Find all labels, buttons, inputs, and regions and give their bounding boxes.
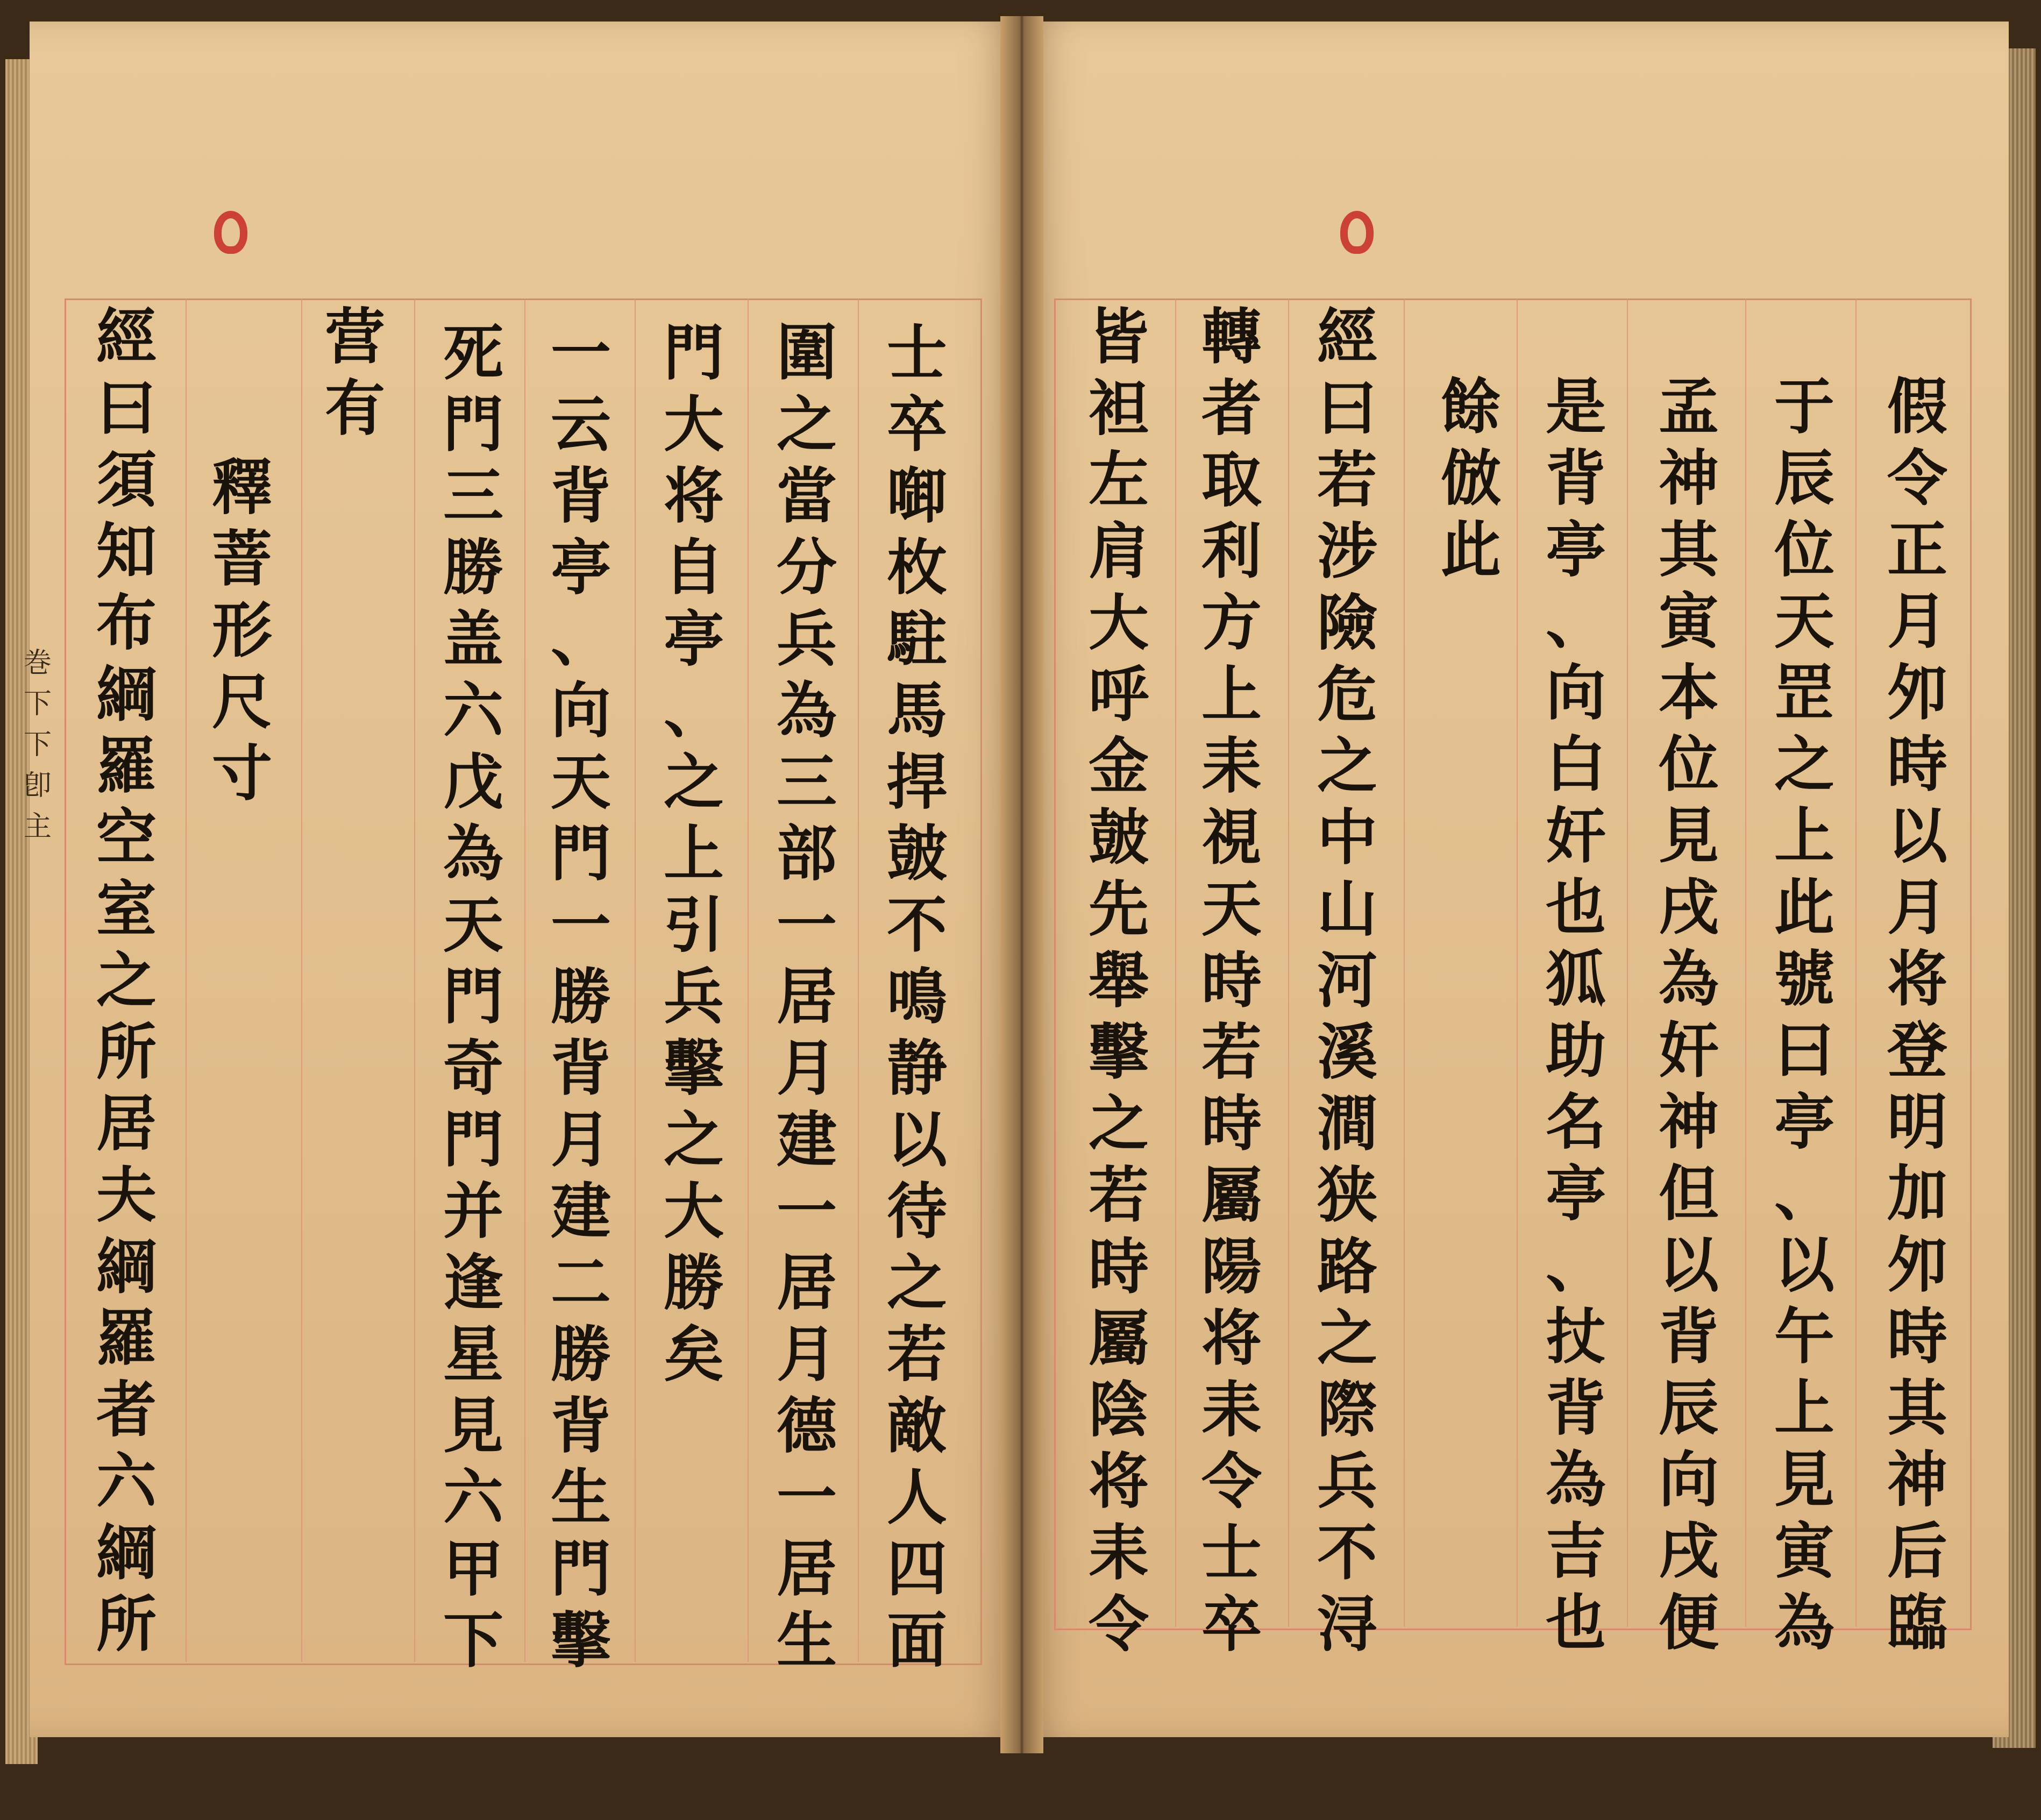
character: 令 bbox=[1089, 1589, 1149, 1660]
character: 轉 bbox=[1201, 302, 1262, 372]
character: 下 bbox=[443, 1605, 503, 1676]
column-rule bbox=[1855, 298, 1857, 1627]
column-rule bbox=[1404, 298, 1405, 1627]
character: 肩 bbox=[1089, 516, 1149, 587]
character: 此 bbox=[1441, 515, 1501, 585]
character: 擊 bbox=[664, 1033, 724, 1104]
text-column bbox=[1191, 301, 1272, 1660]
character: 擊 bbox=[1089, 1017, 1149, 1087]
character: 向 bbox=[551, 676, 611, 746]
character: 時 bbox=[1201, 1089, 1262, 1159]
column-rule bbox=[1517, 298, 1518, 1627]
character: 假 bbox=[1887, 372, 1947, 442]
character: 位 bbox=[1659, 729, 1719, 800]
character: 便 bbox=[1659, 1588, 1719, 1658]
text-column bbox=[1764, 371, 1845, 1659]
character: 枚 bbox=[887, 532, 947, 603]
character: 所 bbox=[96, 1017, 157, 1087]
character: 寸 bbox=[212, 738, 272, 809]
character: 天 bbox=[443, 890, 503, 961]
character: 門 bbox=[443, 389, 503, 460]
margin-character: 下 bbox=[23, 729, 52, 761]
character: 上 bbox=[1774, 1373, 1834, 1444]
character: 狐 bbox=[1546, 944, 1606, 1014]
character: 啣 bbox=[887, 461, 947, 531]
text-column bbox=[315, 301, 395, 444]
character: 自 bbox=[664, 532, 724, 603]
character: 陰 bbox=[1089, 1375, 1149, 1445]
character: 二 bbox=[551, 1248, 611, 1318]
character: 戊 bbox=[443, 747, 503, 817]
character: 視 bbox=[1201, 802, 1262, 873]
character: 本 bbox=[1659, 658, 1719, 728]
character: 之 bbox=[777, 389, 837, 460]
character: 分 bbox=[777, 532, 837, 603]
character: 云 bbox=[551, 389, 611, 460]
character: 建 bbox=[777, 1105, 837, 1175]
character: 辰 bbox=[1659, 1373, 1719, 1444]
character: 面 bbox=[887, 1605, 947, 1676]
character: 亭 bbox=[664, 604, 724, 674]
character: 澗 bbox=[1317, 1089, 1377, 1159]
margin-label bbox=[22, 643, 54, 847]
character: 中 bbox=[1317, 802, 1377, 873]
text-column bbox=[653, 317, 734, 1390]
character: 曰 bbox=[1774, 1015, 1834, 1086]
character: 時 bbox=[1887, 1302, 1947, 1372]
character: 勝 bbox=[551, 1319, 611, 1390]
character: 大 bbox=[1089, 588, 1149, 658]
character: 時 bbox=[1887, 729, 1947, 800]
character: 羅 bbox=[96, 1303, 157, 1374]
character: 将 bbox=[1201, 1303, 1262, 1374]
column-rule bbox=[414, 298, 415, 1662]
character: 皷 bbox=[1089, 802, 1149, 873]
character: 将 bbox=[1089, 1446, 1149, 1517]
character: 鳴 bbox=[887, 962, 947, 1032]
character: 室 bbox=[96, 874, 157, 944]
character: 馬 bbox=[887, 676, 947, 746]
character: 經 bbox=[96, 302, 157, 372]
character: 綱 bbox=[96, 659, 157, 730]
character: 為 bbox=[443, 819, 503, 889]
character: 先 bbox=[1089, 874, 1149, 944]
character: 敵 bbox=[887, 1391, 947, 1461]
text-column bbox=[1078, 301, 1159, 1660]
character: 死 bbox=[443, 318, 503, 388]
character: 居 bbox=[777, 962, 837, 1032]
character: 、 bbox=[1774, 1158, 1834, 1229]
character: 倣 bbox=[1441, 443, 1501, 514]
character: 形 bbox=[212, 595, 272, 666]
character: 綱 bbox=[96, 1518, 157, 1588]
character: 将 bbox=[664, 461, 724, 531]
character: 門 bbox=[443, 1105, 503, 1175]
character: 見 bbox=[1774, 1445, 1834, 1515]
character: 空 bbox=[96, 802, 157, 873]
character: 尺 bbox=[212, 667, 272, 737]
character: 生 bbox=[777, 1605, 837, 1676]
character: 上 bbox=[664, 819, 724, 889]
character: 萻 bbox=[212, 524, 272, 594]
character: 将 bbox=[1887, 944, 1947, 1014]
character: 部 bbox=[777, 819, 837, 889]
character: 袒 bbox=[1089, 373, 1149, 444]
character: 上 bbox=[1201, 659, 1262, 730]
character: 六 bbox=[443, 676, 503, 746]
character: 人 bbox=[887, 1462, 947, 1533]
character: 以 bbox=[1887, 801, 1947, 871]
character: 為 bbox=[1659, 944, 1719, 1014]
character: 月 bbox=[777, 1033, 837, 1104]
character: 之 bbox=[1089, 1089, 1149, 1159]
character: 之 bbox=[887, 1248, 947, 1318]
character: 甲 bbox=[443, 1534, 503, 1604]
character: 餘 bbox=[1441, 372, 1501, 442]
character: 左 bbox=[1089, 445, 1149, 515]
text-column bbox=[877, 317, 957, 1676]
character: 午 bbox=[1774, 1302, 1834, 1372]
character: 為 bbox=[777, 676, 837, 746]
column-rule bbox=[748, 298, 749, 1662]
character: 之 bbox=[1317, 1303, 1377, 1374]
text-column bbox=[86, 301, 167, 1660]
red-seal-mark-right bbox=[1340, 211, 1374, 254]
character: 扙 bbox=[1546, 1302, 1606, 1372]
character: 戌 bbox=[1659, 1516, 1719, 1587]
character: 以 bbox=[1659, 1230, 1719, 1300]
character: 位 bbox=[1774, 515, 1834, 585]
character: 奸 bbox=[1659, 1015, 1719, 1086]
column-rule bbox=[1745, 298, 1746, 1627]
character: 綱 bbox=[96, 1232, 157, 1302]
character: 居 bbox=[777, 1534, 837, 1604]
character: 之 bbox=[664, 747, 724, 817]
character: 建 bbox=[551, 1176, 611, 1247]
character: 神 bbox=[1659, 443, 1719, 514]
character: 之 bbox=[1317, 731, 1377, 801]
character: 并 bbox=[443, 1176, 503, 1247]
character: 一 bbox=[777, 1462, 837, 1533]
character: 月 bbox=[777, 1319, 837, 1390]
character: 星 bbox=[443, 1319, 503, 1390]
text-column bbox=[766, 317, 847, 1676]
character: 向 bbox=[1546, 658, 1606, 728]
character: 兵 bbox=[664, 962, 724, 1032]
character: 正 bbox=[1887, 515, 1947, 585]
character: 罡 bbox=[1774, 658, 1834, 728]
character: 方 bbox=[1201, 588, 1262, 658]
character: 知 bbox=[96, 516, 157, 587]
character: 亭 bbox=[1546, 515, 1606, 585]
character: 號 bbox=[1774, 944, 1834, 1014]
character: 舉 bbox=[1089, 945, 1149, 1016]
margin-character: 卽 bbox=[23, 770, 52, 802]
character: 臨 bbox=[1887, 1588, 1947, 1658]
character: 兵 bbox=[777, 604, 837, 674]
character: 若 bbox=[1317, 445, 1377, 515]
character: 营 bbox=[325, 302, 385, 372]
margin-character: 下 bbox=[23, 688, 52, 720]
character: 河 bbox=[1317, 945, 1377, 1016]
character: 屬 bbox=[1201, 1160, 1262, 1231]
character: 若 bbox=[1089, 1160, 1149, 1231]
character: 天 bbox=[551, 747, 611, 817]
character: 登 bbox=[1887, 1015, 1947, 1086]
character: 為 bbox=[1546, 1445, 1606, 1515]
character: 静 bbox=[887, 1033, 947, 1104]
character: 以 bbox=[887, 1105, 947, 1175]
column-rule bbox=[186, 298, 187, 1662]
character: 勝 bbox=[664, 1248, 724, 1318]
column-rule bbox=[1288, 298, 1289, 1627]
character: 戌 bbox=[1659, 872, 1719, 943]
character: 寅 bbox=[1774, 1516, 1834, 1587]
column-rule bbox=[524, 298, 525, 1662]
character: 駐 bbox=[887, 604, 947, 674]
character: 不 bbox=[887, 890, 947, 961]
character: 門 bbox=[551, 1534, 611, 1604]
character: 、 bbox=[664, 676, 724, 746]
character: 經 bbox=[1317, 302, 1377, 372]
character: 皷 bbox=[887, 819, 947, 889]
character: 耒 bbox=[1201, 731, 1262, 801]
character: 屬 bbox=[1089, 1303, 1149, 1374]
character: 助 bbox=[1546, 1015, 1606, 1086]
character: 以 bbox=[1774, 1230, 1834, 1300]
character: 月 bbox=[1887, 586, 1947, 657]
character: 時 bbox=[1089, 1232, 1149, 1302]
column-rule bbox=[1627, 298, 1628, 1627]
character: 勝 bbox=[443, 532, 503, 603]
character: 于 bbox=[1774, 372, 1834, 442]
character: 兵 bbox=[1317, 1446, 1377, 1517]
character: 背 bbox=[1546, 443, 1606, 514]
character: 圍 bbox=[777, 318, 837, 388]
character: 大 bbox=[664, 1176, 724, 1247]
book-spine bbox=[1000, 16, 1043, 1753]
character: 路 bbox=[1317, 1232, 1377, 1302]
character: 德 bbox=[777, 1391, 837, 1461]
character: 亭 bbox=[1546, 1158, 1606, 1229]
character: 利 bbox=[1201, 516, 1262, 587]
text-column bbox=[1307, 301, 1388, 1660]
character: 一 bbox=[551, 890, 611, 961]
character: 之 bbox=[664, 1105, 724, 1175]
character: 曰 bbox=[1317, 373, 1377, 444]
text-column bbox=[1648, 371, 1729, 1659]
character: 時 bbox=[1201, 945, 1262, 1016]
character: 見 bbox=[1659, 801, 1719, 871]
column-rule bbox=[301, 298, 302, 1662]
text-column bbox=[433, 317, 514, 1676]
character: 名 bbox=[1546, 1087, 1606, 1157]
character: 生 bbox=[551, 1462, 611, 1533]
character: 三 bbox=[443, 461, 503, 531]
character: 逢 bbox=[443, 1248, 503, 1318]
character: 也 bbox=[1546, 872, 1606, 943]
character: 月 bbox=[551, 1105, 611, 1175]
character: 亭 bbox=[551, 532, 611, 603]
character: 若 bbox=[887, 1319, 947, 1390]
character: 天 bbox=[1201, 874, 1262, 944]
character: 卒 bbox=[887, 389, 947, 460]
character: 門 bbox=[443, 962, 503, 1032]
text-column bbox=[541, 317, 621, 1676]
character: 取 bbox=[1201, 445, 1262, 515]
character: 有 bbox=[325, 373, 385, 444]
character: 之 bbox=[1774, 729, 1834, 800]
character: 亭 bbox=[1774, 1087, 1834, 1157]
character: 若 bbox=[1201, 1017, 1262, 1087]
character: 須 bbox=[96, 445, 157, 515]
text-column bbox=[202, 452, 282, 809]
character: 溪 bbox=[1317, 1017, 1377, 1087]
character: 一 bbox=[777, 1176, 837, 1247]
character: 、 bbox=[1546, 1230, 1606, 1300]
character: 天 bbox=[1774, 586, 1834, 657]
character: 是 bbox=[1546, 372, 1606, 442]
character: 陽 bbox=[1201, 1232, 1262, 1302]
character: 六 bbox=[443, 1462, 503, 1533]
character: 四 bbox=[887, 1534, 947, 1604]
character: 六 bbox=[96, 1446, 157, 1517]
character: 盖 bbox=[443, 604, 503, 674]
character: 金 bbox=[1089, 731, 1149, 801]
column-rule bbox=[635, 298, 636, 1662]
character: 也 bbox=[1546, 1588, 1606, 1658]
character: 際 bbox=[1317, 1375, 1377, 1445]
character: 寅 bbox=[1659, 586, 1719, 657]
character: 向 bbox=[1659, 1445, 1719, 1515]
character: 士 bbox=[887, 318, 947, 388]
character: 居 bbox=[96, 1089, 157, 1159]
character: 狭 bbox=[1317, 1160, 1377, 1231]
character: 門 bbox=[664, 318, 724, 388]
text-column bbox=[1877, 371, 1958, 1659]
character: 者 bbox=[96, 1375, 157, 1445]
text-column bbox=[1431, 371, 1511, 586]
character: 其 bbox=[1659, 515, 1719, 585]
character: 奇 bbox=[443, 1033, 503, 1104]
character: 月 bbox=[1887, 872, 1947, 943]
character: 明 bbox=[1887, 1087, 1947, 1157]
character: 為 bbox=[1774, 1588, 1834, 1658]
character: 待 bbox=[887, 1176, 947, 1247]
character: 居 bbox=[777, 1248, 837, 1318]
character: 士 bbox=[1201, 1518, 1262, 1588]
character: 不 bbox=[1317, 1518, 1377, 1588]
character: 背 bbox=[551, 461, 611, 531]
character: 當 bbox=[777, 461, 837, 531]
character: 神 bbox=[1659, 1087, 1719, 1157]
column-rule bbox=[1175, 298, 1176, 1627]
character: 浔 bbox=[1317, 1589, 1377, 1660]
character: 令 bbox=[1887, 443, 1947, 514]
character: 辰 bbox=[1774, 443, 1834, 514]
character: 引 bbox=[664, 890, 724, 961]
character: 大 bbox=[664, 389, 724, 460]
character: 白 bbox=[1546, 729, 1606, 800]
character: 曰 bbox=[96, 373, 157, 444]
character: 奸 bbox=[1546, 801, 1606, 871]
red-seal-mark-left bbox=[214, 211, 247, 254]
character: 擊 bbox=[551, 1605, 611, 1676]
character: 上 bbox=[1774, 801, 1834, 871]
character: 險 bbox=[1317, 588, 1377, 658]
character: 吉 bbox=[1546, 1516, 1606, 1587]
column-rule bbox=[858, 298, 859, 1662]
character: 羅 bbox=[96, 731, 157, 801]
character: 矣 bbox=[664, 1319, 724, 1390]
character: 夘 bbox=[1887, 658, 1947, 728]
character: 夫 bbox=[96, 1160, 157, 1231]
character: 三 bbox=[777, 747, 837, 817]
character: 耒 bbox=[1089, 1518, 1149, 1588]
character: 后 bbox=[1887, 1516, 1947, 1587]
character: 勝 bbox=[551, 962, 611, 1032]
character: 背 bbox=[551, 1033, 611, 1104]
character: 捍 bbox=[887, 747, 947, 817]
character: 背 bbox=[1659, 1302, 1719, 1372]
margin-character: 主 bbox=[23, 811, 52, 843]
character: 神 bbox=[1887, 1445, 1947, 1515]
character: 、 bbox=[551, 604, 611, 674]
character: 夘 bbox=[1887, 1230, 1947, 1300]
character: 涉 bbox=[1317, 516, 1377, 587]
character: 山 bbox=[1317, 874, 1377, 944]
character: 此 bbox=[1774, 872, 1834, 943]
character: 但 bbox=[1659, 1158, 1719, 1229]
character: 耒 bbox=[1201, 1375, 1262, 1445]
character: 卒 bbox=[1201, 1589, 1262, 1660]
character: 者 bbox=[1201, 373, 1262, 444]
character: 孟 bbox=[1659, 372, 1719, 442]
character: 之 bbox=[96, 945, 157, 1016]
character: 呼 bbox=[1089, 659, 1149, 730]
character: 加 bbox=[1887, 1158, 1947, 1229]
character: 見 bbox=[443, 1391, 503, 1461]
character: 危 bbox=[1317, 659, 1377, 730]
character: 背 bbox=[1546, 1373, 1606, 1444]
margin-character: 巻 bbox=[23, 647, 52, 679]
character: 一 bbox=[777, 890, 837, 961]
text-column bbox=[1535, 371, 1616, 1659]
character: 門 bbox=[551, 819, 611, 889]
character: 背 bbox=[551, 1391, 611, 1461]
character: 釋 bbox=[212, 452, 272, 523]
character: 皆 bbox=[1089, 302, 1149, 372]
character: 、 bbox=[1546, 586, 1606, 657]
character: 令 bbox=[1201, 1446, 1262, 1517]
character: 一 bbox=[551, 318, 611, 388]
character: 所 bbox=[96, 1589, 157, 1660]
character: 布 bbox=[96, 588, 157, 658]
character: 其 bbox=[1887, 1373, 1947, 1444]
